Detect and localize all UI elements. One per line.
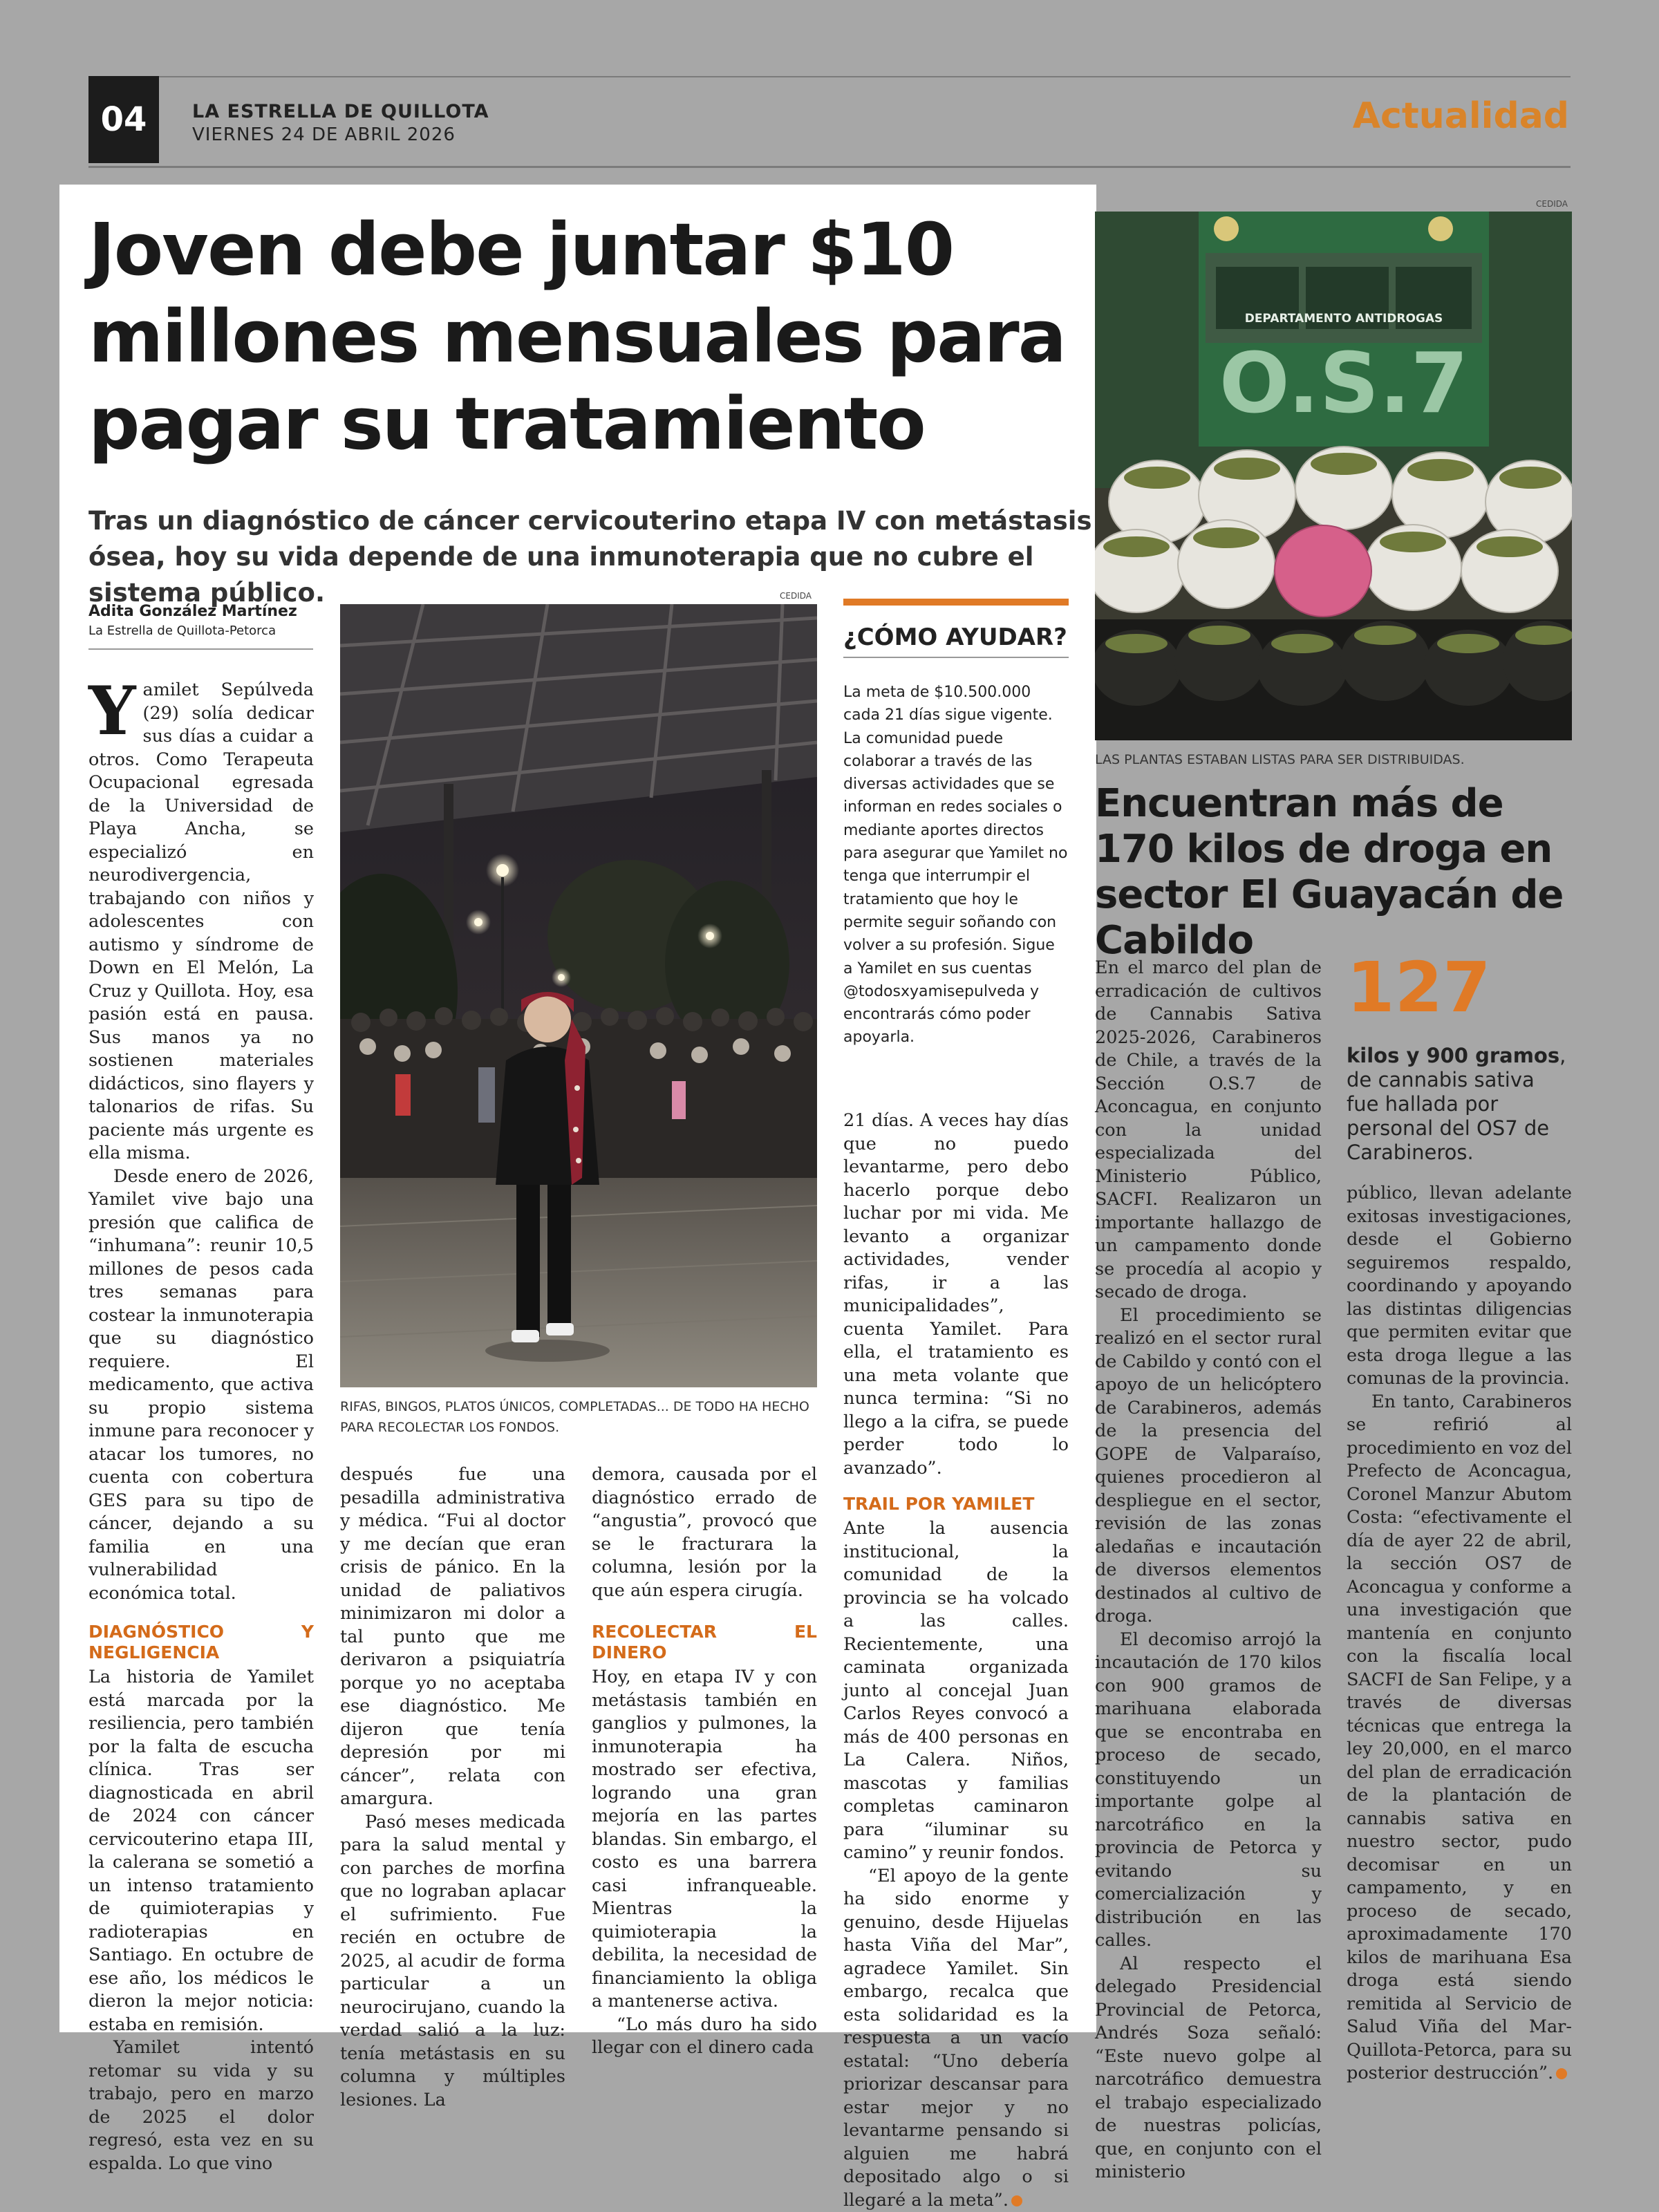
big-number-rest: , de cannabis sativa fue hallada por personal del OS7 de Carabineros. [1347,1044,1566,1164]
byline-rule [88,648,313,650]
paragraph: Desde enero de 2026, Yamilet vive bajo una presión que califica de “inhumana”: reunir 10,5 millones de pesos cada tres semanas para costear la inmunoterapia que su diagnóstico requiere. El medicamento, que activa su propio sistema inmune para reconocer y atacar los tumores, no cuenta con cobertura GES para su tipo de cáncer, dejando a su familia en una vulnerabilidad económica total. [88,1165,314,1606]
paragraph: Ante la ausencia institucional, la comunidad de la provincia se ha volcado a las calles. Recientemente, una caminata organizada junto al concejal Juan Carlos Reyes convocó a más de 400 personas en La Calera. Niños, mascotas y familias completas caminaron para “iluminar su camino” y reunir fondos. [843,1517,1069,1865]
section-name: Actualidad [1353,95,1569,137]
paragraph: Yamilet intentó retomar su vida y su trabajo, pero en marzo de 2025 el dolor regresó, esta vez en su espalda. Lo que vino [88,2036,314,2175]
subhead-recolectar: RECOLECTAR EL DINERO [592,1622,817,1663]
paragraph [843,1865,1069,2212]
sidebar-accent-bar [843,599,1069,606]
issue-date: VIERNES 24 DE ABRIL 2026 [192,124,456,145]
second-headline: Encuentran más de 170 kilos de droga en sector El Guayacán de Cabildo [1095,781,1572,964]
byline-author: Adita González Martínez [88,603,297,620]
end-mark-icon [1011,2195,1022,2206]
photo-caption: RIFAS, BINGOS, PLATOS ÚNICOS, COMPLETADAS... DE TODO HA HECHO PARA RECOLECTAR LOS FONDOS. [340,1396,817,1438]
sidebar-title: ¿CÓMO AYUDAR? [843,624,1067,651]
paragraph: “Lo más duro ha sido llegar con el dinero cada [592,2014,817,2060]
sign-os7-text: O.S.7 [1219,336,1468,432]
paragraph: 21 días. A veces hay días que no puedo levantarme, pero debo hacerlo porque debo luchar por mi vida. Me levanto a organizar actividades, vender rifas, ir a las municipalidades”, cuenta Yamilet. Para ella, el tratamiento es una meta volante que nunca termina: “Si no llego a la cifra, se puede perder todo lo avanzado”. [843,1109,1069,1480]
closing-text: “El apoyo de la gente ha sido enorme y genuino, desde Hijuelas hasta Viña del Mar”, agradece Yamilet. Sin embargo, recalca que esta solidaridad es la respuesta a un vacío estatal: “Uno debería priorizar descansar para estar mejor y no levantarme pensando si alguien me habrá depositado algo o si llegaré a la meta”. [843,1866,1069,2211]
sign-department-text: DEPARTAMENTO ANTIDROGAS [1245,312,1443,326]
photo-credit: CEDIDA [780,591,812,601]
header-top-rule [88,76,1571,77]
main-column-4 [843,1109,1069,2212]
sidebar-rule [843,657,1069,658]
photo-credit-2: CEDIDA [1536,199,1568,209]
main-deck: Tras un diagnóstico de cáncer cervicouterino etapa IV con metástasis ósea, hoy su vida depende de una inmunoterapia que no cubre el sistema público. [88,503,1098,611]
paragraph: después fue una pesadilla administrativa y médica. “Fui al doctor y me decían que eran crisis de pánico. En la unidad de paliativos minimizaron mi dolor a tal punto que me derivaron a psiquiatría porque yo no aceptaba ese diagnóstico. Me dijeron que tenía depresión por mi cáncer”, relata con amargura. [340,1463,565,1811]
second-column-1 [1095,957,1322,2184]
paragraph: público, llevan adelante exitosas investigaciones, desde el Gobierno seguiremos respaldo, coordinando y apoyando las distintas diligencias que permiten evitar que esta droga llegue a las comunas de la provincia. [1347,1182,1572,1391]
lead-paragraph [88,679,314,1165]
subhead-trail: TRAIL POR YAMILET [843,1494,1069,1515]
photo-walk-event [340,604,817,1387]
paragraph: En el marco del plan de erradicación de cultivos de Cannabis Sativa 2025-2026, Carabineros de Chile, a través de la Sección O.S.7 de Aconcagua, en conjunto con la unidad especializada del Ministerio Público, SACFI. Realizaron un importante hallazgo de un campamento donde se procedía al acopio y secado de droga. [1095,957,1322,1304]
main-column-3 [592,1463,817,2060]
paragraph: demora, causada por el diagnóstico errado de “angustia”, provocó que se le fracturara la columna, lesión por la que aún espera cirugía. [592,1463,817,1602]
main-column-1 [88,679,314,2175]
paragraph [1347,1391,1572,2086]
newspaper-name: LA ESTRELLA DE QUILLOTA [192,101,489,122]
photo-caption-2: LAS PLANTAS ESTABAN LISTAS PARA SER DISTRIBUIDAS. [1095,752,1465,767]
subhead-diagnostico: DIAGNÓSTICO Y NEGLIGENCIA [88,1622,314,1663]
big-number: 127 [1347,947,1491,1028]
main-headline: Joven debe juntar $10 millones mensuales para pagar su tratamiento [88,206,1098,467]
drop-cap: Y [88,683,136,740]
photo-drug-seizure-image [1095,212,1572,740]
lead-text: amilet Sepúlveda (29) solía dedicar sus días a cuidar a otros. Como Terapeuta Ocupacional egresada de la Universidad de Playa Ancha, se especializó en neurodivergencia, trabajando con niños y adolescentes con autismo y síndrome de Down en El Melón, La Cruz y Quillota. Hoy, esa pasión está en pausa. Sus manos ya no sostienen materiales didácticos, sino flayers y talonarios de rifas. Su paciente más urgente es ella misma. [88,679,314,1163]
paragraph: El decomiso arrojó la incautación de 170 kilos con 900 gramos de marihuana elaborada que se encontraba en proceso de secado, constituyendo un importante golpe al narcotráfico en la provincia de Petorca y evitando su comercialización y distribución en las calles. [1095,1629,1322,1953]
sidebar-text: La meta de $10.500.000 cada 21 días sigue vigente. La comunidad puede colaborar a través de las diversas actividades que se informan en redes sociales o mediante aportes directos para asegurar que Yamilet no tenga que interrumpir el tratamiento que hoy le permite seguir soñando con volver a su profesión. Sigue a Yamilet en sus cuentas @todosxyamisepulveda y encontrarás cómo poder apoyarla. [843,681,1069,1049]
closing-text-2: En tanto, Carabineros se refirió al procedimiento en voz del Prefecto de Aconcagua, Coronel Manzur Abutom Costa: “efectivamente el día de ayer 22 de abril, la sección OS7 de Aconcagua y conforme a una investigación que mantenía en conjunto con la fiscalía local SACFI de San Felipe, y a través de diversas técnicas que entrega la ley 20,000, en el marco del plan de erradicación de la plantación de cannabis sativa en nuestro sector, pudo decomisar en un campamento, y en proceso de secado, aproximadamente 170 kilos de marihuana Esa droga está siendo remitida al Servicio de Salud Viña del Mar-Quillota-Petorca, para su posterior destrucción”. [1347,1391,1572,2084]
paragraph: Pasó meses medicada para la salud mental y con parches de morfina que no lograban aplacar el sufrimiento. Fue recién en octubre de 2025, al acudir de forma particular a un neurocirujano, cuando la verdad salió a la luz: tenía metástasis en su columna y múltiples lesiones. La [340,1811,565,2112]
photo-walk-event-image [340,604,817,1387]
big-number-bold: kilos y 900 gramos [1347,1044,1559,1067]
paragraph: La historia de Yamilet está marcada por la resiliencia, pero también por la falta de escucha clínica. Tras ser diagnosticada en abril de 2024 con cáncer cervicouterino etapa III, la calerana se sometió a un intenso tratamiento de quimioterapias y radioterapias en Santiago. En octubre de ese año, los médicos le dieron la mejor noticia: estaba en remisión. [88,1666,314,2036]
main-column-2 [340,1463,565,2112]
page-number: 04 [88,76,159,163]
photo-drug-seizure [1095,212,1572,740]
byline-outlet: La Estrella de Quillota-Petorca [88,624,276,638]
end-mark-icon [1556,2068,1567,2079]
second-column-2 [1347,1182,1572,2086]
paragraph: Hoy, en etapa IV y con metástasis también en ganglios y pulmones, la inmunoterapia ha mostrado ser efectiva, logrando una gran mejoría en las partes blandas. Sin embargo, el costo es una barrera casi infranqueable. Mientras la quimioterapia la debilita, la necesidad de financiamiento la obliga a mantenerse activa. [592,1666,817,2014]
header-bottom-rule [88,166,1571,168]
big-number-text [1347,1044,1572,1165]
paragraph: El procedimiento se realizó en el sector rural de Cabildo y contó con el apoyo de un helicóptero de Carabineros, además de la presencia del GOPE de Valparaíso, quienes procedieron al despliegue en el sector, revisión de las zonas aledañas e incautación de diversos elementos destinados al cultivo de droga. [1095,1304,1322,1629]
paragraph: Al respecto el delegado Presidencial Provincial de Petorca, Andrés Soza señaló: “Este nuevo golpe al narcotráfico demuestra el trabajo especializado de nuestras policías, que, en conjunto con el ministerio [1095,1953,1322,2184]
